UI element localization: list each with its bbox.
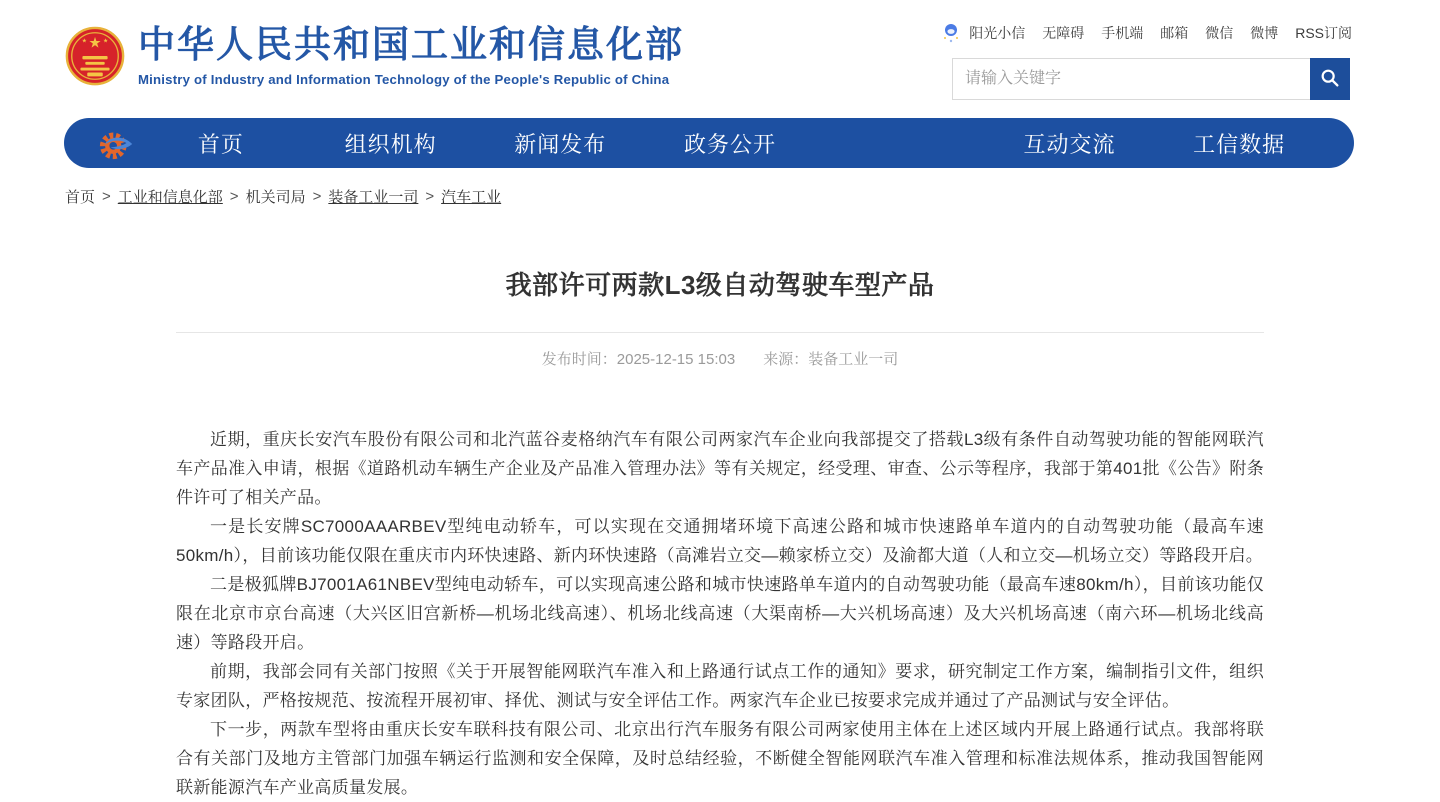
- header-right: [952, 18, 1352, 100]
- search-button[interactable]: [1310, 58, 1350, 100]
- breadcrumb-equipment-dept[interactable]: 装备工业一司: [328, 189, 419, 206]
- title-divider: [176, 332, 1264, 333]
- breadcrumb-separator: >: [102, 188, 111, 205]
- source-label: 来源：: [763, 351, 809, 368]
- topbar-links: [952, 18, 1352, 44]
- article-paragraph: 近期，重庆长安汽车股份有限公司和北汽蓝谷麦格纳汽车有限公司两家汽车企业向我部提交了搭载L3级有条件自动驾驶功能的智能网联汽车产品准入申请，根据《道路机动车辆生产企业及产品准入管理办法》等有关规定，经受理、审查、公示等程序，我部于第401批《公告》附条件许可了相关产品。: [176, 430, 1264, 507]
- svg-text:★: ★: [81, 38, 87, 45]
- breadcrumb-miit[interactable]: 工业和信息化部: [117, 189, 223, 206]
- site-header: [0, 0, 1440, 114]
- breadcrumb-departments[interactable]: 机关司局: [245, 189, 306, 206]
- svg-text:★: ★: [88, 35, 102, 52]
- article-title: 我部许可两款L3级自动驾驶车型产品: [505, 270, 935, 300]
- article-paragraph: 下一步，两款车型将由重庆长安车联科技有限公司、北京出行汽车服务有限公司两家使用主体在上述区域内开展上路通行试点。我部将联合有关部门及地方主管部门加强车辆运行监测和安全保障，及时总结经验，不断健全智能网联汽车准入管理和标准法规体系，推动我国智能网联新能源汽车产业高质量发展。: [176, 720, 1264, 797]
- svg-text:★: ★: [103, 38, 109, 45]
- nav-item-news[interactable]: 新闻发布: [514, 131, 607, 157]
- nav-item-miit-data[interactable]: 工信数据: [1193, 131, 1286, 157]
- article-paragraph: 前期，我部会同有关部门按照《关于开展智能网联汽车准入和上路通行试点工作的通知》要求，研究制定工作方案，编制指引文件，组织专家团队，严格按规范、按流程开展初审、择优、测试与安全评估工作。两家汽车企业已按要求完成并通过了产品测试与安全评估。: [176, 662, 1264, 710]
- breadcrumb-separator: >: [229, 188, 239, 205]
- topbar-link-sunshine[interactable]: 阳光小信: [969, 25, 1026, 41]
- article-paragraph: 一是长安牌SC7000AAARBEV型纯电动轿车，可以实现在交通拥堵环境下高速公路和城市快速路单车道内的自动驾驶功能（最高车速50km/h），目前该功能仅限在重庆市内环快速路、新内环快速路（高滩岩立交—赖家桥立交）及渝都大道（人和立交—机场立交）等路段开启。: [176, 517, 1264, 565]
- topbar-link-wechat[interactable]: 微信: [1205, 25, 1234, 41]
- topbar-link-rss[interactable]: RSS订阅: [1295, 25, 1352, 41]
- national-emblem-icon: [64, 18, 126, 94]
- breadcrumb: [65, 186, 1376, 207]
- topbar-link-mobile[interactable]: 手机端: [1101, 25, 1144, 41]
- miit-gear-logo-icon: [98, 123, 136, 163]
- site-title-en: Ministry of Industry and Information Technology of the People's Republic of China: [138, 71, 670, 87]
- search-icon: [1319, 67, 1341, 92]
- nav-items: [136, 128, 1324, 159]
- sunshine-mascot-icon: [941, 22, 961, 44]
- site-brand: [64, 18, 684, 94]
- source-value: 装备工业一司: [808, 351, 899, 368]
- topbar-link-mailbox[interactable]: 邮箱: [1160, 25, 1189, 41]
- site-title-cn: 中华人民共和国工业和信息化部: [138, 25, 684, 67]
- breadcrumb-auto-industry[interactable]: 汽车工业: [441, 189, 502, 206]
- breadcrumb-home[interactable]: 首页: [65, 189, 96, 206]
- breadcrumb-separator: >: [425, 188, 435, 205]
- nav-item-interaction[interactable]: 互动交流: [1023, 131, 1116, 157]
- topbar-link-accessibility[interactable]: 无障碍: [1042, 25, 1085, 41]
- nav-item-organization[interactable]: 组织机构: [344, 131, 437, 157]
- nav-item-home[interactable]: 首页: [197, 131, 244, 157]
- topbar-link-weibo[interactable]: 微博: [1250, 25, 1279, 41]
- main-nav: [64, 118, 1354, 168]
- article: [176, 265, 1264, 802]
- publish-time: 2025-12-15 15:03: [616, 351, 736, 368]
- search-box: [952, 58, 1350, 100]
- article-paragraph: 二是极狐牌BJ7001A61NBEV型纯电动轿车，可以实现高速公路和城市快速路单车道内的自动驾驶功能（最高车速80km/h），目前该功能仅限在北京市京台高速（大兴区旧宫新桥—机场北线高速）、机场北线高速（大渠南桥—大兴机场高速）及大兴机场高速（南六环—机场北线高速）等路段开启。: [176, 575, 1264, 652]
- breadcrumb-separator: >: [312, 188, 322, 205]
- publish-time-label: 发布时间：: [541, 351, 617, 368]
- article-body: [176, 425, 1264, 802]
- search-input[interactable]: [953, 59, 1310, 99]
- article-meta: [176, 348, 1264, 369]
- nav-item-gov-disclosure[interactable]: 政务公开: [684, 131, 777, 157]
